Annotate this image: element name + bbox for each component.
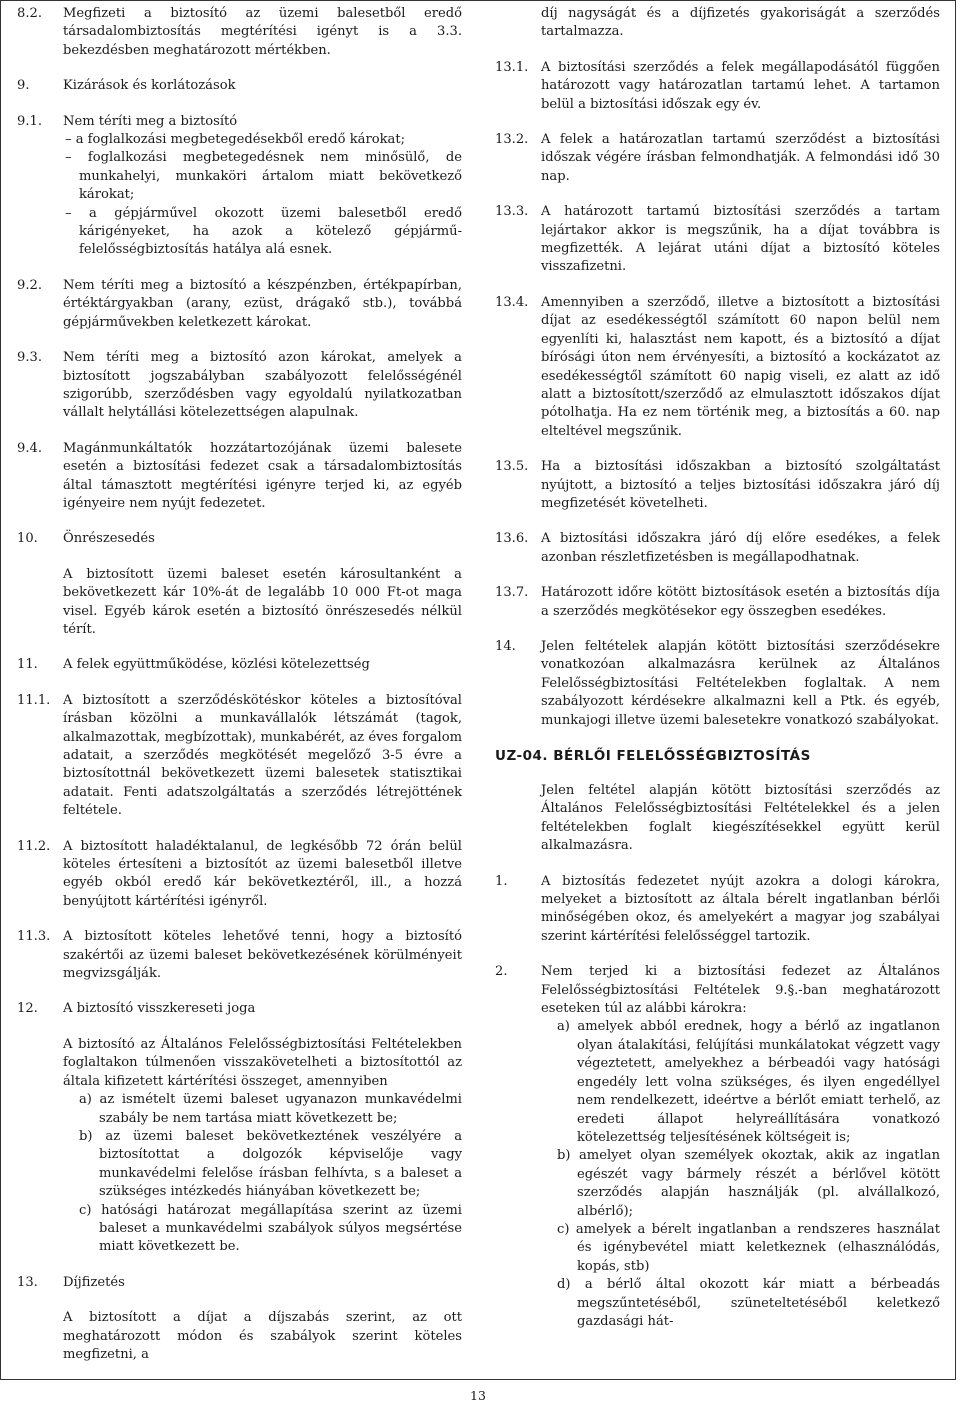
section-9-2	[17, 277, 462, 332]
exclusion-item: – a foglalkozási megbetegedésekből eredő károkat;	[65, 132, 406, 148]
clause-text: Jelen feltételek alapján kötött biztosítási szerződésekre vonatkozóan alkalmazásra kerülnek az Általános Felelősségbiztosítási Feltételekben foglaltak. A nem szabályozott kérdésekre alkalmazni kell a Ptk. és egyéb, munkajogi illetve üzemi balesetekre vonatkozó szabályokat.	[541, 638, 940, 728]
section-9-1	[17, 113, 462, 131]
section-13-2	[495, 131, 940, 186]
clause-text: Nem terjed ki a biztosítási fedezet az Általános Felelősségbiztosítási Feltételek 9.§.-ban meghatározott eseteken túl az alábbi károkra:	[541, 964, 940, 1017]
section-title: Önrészesedés	[63, 531, 155, 547]
recourse-item: c) hatósági határozat megállapítása szerint az üzemi baleset a munkavédelmi szabályok súlyos megsértése miatt következett be.	[79, 1202, 462, 1255]
clause-number: 13.3.	[495, 204, 529, 220]
clause-text: Ha a biztosítási időszakban a biztosító szolgáltatást nyújtott, a biztosító a teljes biztosítási időszakra járó díj megfizetését követelheti.	[541, 459, 940, 511]
section-13-body: A biztosított a díjat a díjszabás szerint, az ott meghatározott módon és szabályok szerint köteles megfizetni, a	[63, 1310, 462, 1362]
section-13-heading	[17, 1274, 462, 1292]
clause-text: Nem téríti meg a biztosító	[63, 113, 238, 129]
clause-number: 2.	[495, 964, 508, 980]
section-10-heading	[17, 530, 462, 548]
section-8-2	[17, 5, 462, 60]
clause-number: 8.2.	[17, 6, 42, 21]
uz04-clause-2	[495, 963, 940, 1018]
clause-number: 13.4.	[495, 294, 529, 310]
uz04-heading: UZ-04. BÉRLŐI FELELŐSSÉGBIZTOSÍTÁS	[495, 748, 811, 764]
exclusion-item: – a gépjárművel okozott üzemi balesetből eredő kárigényeket, ha azok a kötelező gépjármű-felelősségbiztosítás hatálya alá esnek.	[65, 205, 462, 258]
section-13-5	[495, 458, 940, 513]
section-11-heading	[17, 656, 462, 674]
section-number: 10.	[17, 531, 38, 547]
section-title: Díjfizetés	[63, 1274, 125, 1290]
uz04-clause-1	[495, 873, 940, 947]
clause-number: 13.7.	[495, 585, 529, 601]
continued-text: díj nagyságát és a díjfizetés gyakoriságát a szerződés tartalmazza.	[541, 6, 940, 40]
uz04-exclusion-item: a) amelyek abból erednek, hogy a bérlő az ingatlanon olyan átalakítási, felújítási munkálatokat végzett vagy végeztetett, amelyekhez a bérbeadói vagy hatósági engedély lett volna szükséges, és ilyen engedéllyel nem rendelkezett, ideértve a bérlőt emiatt terhelő, az eredeti állapot helyreállítására vonatkozó kötelezettség teljesítésének költségeit is;	[557, 1019, 940, 1145]
clause-number: 11.3.	[17, 929, 51, 945]
section-14	[495, 638, 940, 730]
uz04-exclusion-item: b) amelyet olyan személyek okoztak, akik az ingatlan egészét vagy bármely részét a bérlővel kötött szerződés alapján használják (pl. alvállalkozó, albérlő);	[557, 1148, 940, 1219]
clause-text: Amennyiben a szerződő, illetve a biztosított a biztosítási díjat az esedékességtől számított 60 napon belül nem egyenlíti ki, halasztást nem kapott, és a biztosító a díjat bírósági úton nem érvényesíti, a biztosító a kockázatot az esedékességtől számított 60 napig viseli, ez alatt az idő alatt a biztosított/szerződő az elmulasztott időszakos díjat pótolhatja. Ha ez nem történik meg, a biztosítás a 60. nap elteltével megszűnik.	[541, 294, 940, 439]
clause-text: A biztosítás fedezetet nyújt azokra a dologi károkra, melyeket a biztosított az általa bérelt ingatlanban bérlői minőségében okoz, és amelyekért a magyar jog szabályai szerint kártérítési felelősséggel tartozik.	[541, 873, 940, 944]
section-title: A felek együttműködése, közlési kötelezettség	[63, 657, 370, 673]
section-13-3	[495, 203, 940, 277]
clause-text: Magánmunkáltatók hozzátartozójának üzemi balesete esetén a biztosítási fedezet csak a társadalombiztosítás által támasztott megtérítési igényre terjed ki, az egyéb igényeire nem nyújt fedezetet.	[63, 440, 462, 511]
clause-text: A felek a határozatlan tartamú szerződést a biztosítási időszak végére írásban felmondhatják. A felmondási idő 30 nap.	[541, 132, 940, 184]
clause-number: 1.	[495, 873, 508, 889]
clause-text: Megfizeti a biztosító az üzemi balesetből eredő társadalombiztosítás megtérítési igényt is a 3.3. bekezdésben meghatározott mértékben.	[63, 6, 462, 58]
clause-number: 9.3.	[17, 350, 42, 366]
exclusion-item: – foglalkozási megbetegedésnek nem minősülő, de munkahelyi, munkaköri ártalom miatt bekövetkező károkat;	[65, 150, 462, 203]
section-10-body: A biztosított üzemi baleset esetén károsultanként a bekövetkezett kár 10%-át de legalább 10 000 Ft-ot maga visel. Egyéb károk esetén a biztosító önrészesedés nélkül térít.	[63, 566, 462, 637]
section-number: 11.	[17, 657, 38, 673]
section-12-body: A biztosító az Általános Felelősségbiztosítási Feltételekben foglaltakon túlmenően visszakövetelheti a biztosítottól az általa kifizetett kártérítési összeget, amennyiben	[63, 1036, 462, 1089]
clause-number: 14.	[495, 638, 516, 654]
clause-text: A biztosított a szerződéskötéskor köteles a biztosítóval írásban közölni a munkavállalók létszámát (tagok, alkalmazottak, megbízottak), munkabérét, az éves forgalom adatait, a szerződés megkötését megelőző 3-5 évre a biztosítottnál bekövetkezett üzemi balesetek statisztikai adatait. Fenti adatszolgáltatás a szerződés létrejöttének feltétele.	[63, 692, 462, 819]
section-number: 9.	[17, 78, 30, 94]
clause-number: 13.5.	[495, 459, 529, 475]
clause-text: Nem téríti meg a biztosító azon károkat, amelyek a biztosított jogszabályban szabályozott felelősségénél szigorúbb, szerződésben vagy egyoldalú nyilatkozatban vállalt helytállási kötelezettségen alapulnak.	[63, 350, 462, 421]
section-9-heading	[17, 77, 462, 95]
section-13-1	[495, 59, 940, 114]
clause-text: A biztosítási szerződés a felek megállapodásától függően határozott vagy határozatlan tartamú lehet. A tartamon belül a biztosítási időszak egy év.	[541, 59, 940, 112]
clause-number: 13.1.	[495, 59, 529, 75]
clause-text: Határozott időre kötött biztosítások esetén a biztosítás díja a szerződés megkötésekor egy összegben esedékes.	[541, 585, 940, 619]
section-9-3	[17, 349, 462, 423]
clause-number: 9.2.	[17, 277, 42, 293]
left-column	[17, 5, 462, 1364]
clause-text: A biztosított haladéktalanul, de legkésőbb 72 órán belül köteles értesíteni a biztosítót az üzemi balesetből illetve egyéb okból eredő kár bekövetkeztéről, ill., a hozzá benyújtott kártérítési igényről.	[63, 838, 462, 909]
section-11-3	[17, 928, 462, 983]
section-title: A biztosító visszkereseti joga	[63, 1001, 256, 1017]
section-11-1	[17, 692, 462, 821]
right-column	[495, 5, 940, 1331]
section-title: Kizárások és korlátozások	[63, 78, 236, 94]
clause-text: A biztosított köteles lehetővé tenni, hogy a biztosító szakértői az üzemi baleset bekövetkezésének körülményeit megvizsgálják.	[63, 929, 462, 982]
section-12-heading	[17, 1000, 462, 1018]
uz04-exclusion-item: d) a bérlő által okozott kár miatt a bérbeadás megszűntetéséből, szüneteltetéséből keletkező gazdasági hát-	[557, 1277, 940, 1329]
uz04-intro: Jelen feltétel alapján kötött biztosítási szerződés az Általános Felelősségbiztosítási Feltételekkel és a jelen feltételekben foglalt kiegészítésekkel együtt kerül alkalmazásra.	[541, 783, 940, 854]
clause-text: Nem téríti meg a biztosító a készpénzben, értékpapírban, értéktárgyakban (arany, ezüst, drágakő stb.), továbbá gépjárművekben keletkezett károkat.	[63, 277, 462, 330]
uz04-exclusion-item: c) amelyek a bérelt ingatlanban a rendszeres használat és igénybevétel miatt keletkeznek (elhasználódás, kopás, stb)	[557, 1221, 940, 1274]
clause-number: 11.2.	[17, 838, 51, 854]
section-number: 12.	[17, 1001, 38, 1017]
recourse-item: a) az ismételt üzemi baleset ugyanazon munkavédelmi szabály be nem tartása miatt következett be;	[79, 1092, 462, 1126]
recourse-item: b) az üzemi baleset bekövetkeztének veszélyére a biztosítottat a dolgozók képviselője vagy munkavédelmi felelőse írásban felhívta, s a baleset a szükséges intézkedés hiányában következett be;	[79, 1128, 462, 1200]
section-number: 13.	[17, 1274, 38, 1290]
clause-number: 11.1.	[17, 692, 51, 708]
clause-text: A biztosítási időszakra járó díj előre esedékes, a felek azonban részletfizetésben is megállapodhatnak.	[541, 531, 940, 565]
section-11-2	[17, 838, 462, 912]
clause-number: 13.2.	[495, 132, 529, 148]
clause-text: A határozott tartamú biztosítási szerződés a tartam lejártakor akkor is megszűnik, ha a díjat továbbra is megfizették. A lejárat utáni díjat a biztosító köteles visszafizetni.	[541, 204, 940, 275]
section-13-6	[495, 530, 940, 567]
clause-number: 9.4.	[17, 440, 42, 456]
section-13-4	[495, 294, 940, 441]
clause-number: 9.1.	[17, 113, 42, 129]
section-9-4	[17, 440, 462, 514]
page-number: 13	[470, 1388, 486, 1403]
section-13-7	[495, 584, 940, 621]
clause-number: 13.6.	[495, 531, 529, 547]
